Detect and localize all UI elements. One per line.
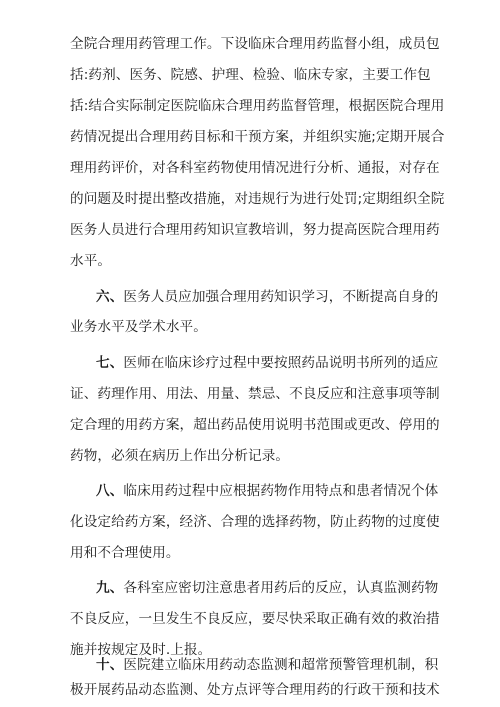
paragraph-text: 医院建立临床用药动态监测和超常预警管理机制，积 bbox=[123, 657, 439, 673]
paragraph-text: 临床用药过程中应根据药物作用特点和患者情况个体 bbox=[123, 483, 439, 499]
paragraph-line: 括:药剂、医务、院感、护理、检验、临床专家，主要工作包 bbox=[70, 67, 431, 83]
paragraph-line: 化设定给药方案，经济、合理的选择药物，防止药物的过度使 bbox=[70, 514, 440, 530]
section-number: 十、 bbox=[96, 657, 124, 673]
paragraph-line: 定合理的用药方案，超出药品使用说明书范围或更改、停用的 bbox=[70, 417, 440, 433]
paragraph-line: 的问题及时提出整改措施，对违规行为进行处罚;定期组织全院 bbox=[70, 191, 445, 207]
paragraph-line: 水平。 bbox=[70, 253, 112, 269]
paragraph-first-line bbox=[96, 283, 439, 311]
paragraph-line: 括:结合实际制定医院临床合理用药监督管理，根据医院合理用 bbox=[70, 98, 445, 114]
paragraph-first-line bbox=[96, 477, 439, 505]
paragraph-text: 各科室应密切注意患者用药后的反应，认真监测药物 bbox=[123, 580, 439, 596]
paragraph-line: 医务人员进行合理用药知识宣教培训，努力提高医院合理用药 bbox=[70, 222, 440, 238]
paragraph-text: 医务人员应加强合理用药知识学习，不断提高自身的 bbox=[123, 289, 439, 305]
paragraph-line: 施并按规定及时.上报。 bbox=[70, 642, 212, 658]
section-number: 六、 bbox=[96, 289, 124, 305]
paragraph-line: 理用药评价，对各科室药物使用情况进行分析、通报，对存在 bbox=[70, 160, 440, 176]
paragraph-first-line bbox=[96, 574, 439, 602]
paragraph-first-line bbox=[96, 651, 439, 679]
paragraph-line: 用和不合理使用。 bbox=[70, 545, 180, 561]
section-number: 九、 bbox=[96, 580, 124, 596]
paragraph-text: 医师在临床诊疗过程中要按照药品说明书所列的适应 bbox=[123, 355, 439, 371]
section-number: 八、 bbox=[96, 483, 124, 499]
paragraph-line: 药情况提出合理用药目标和干预方案，并组织实施;定期开展合 bbox=[70, 129, 445, 145]
paragraph-line: 极开展药品动态监测、处方点评等合理用药的行政干预和技术 bbox=[70, 682, 440, 698]
paragraph-first-line bbox=[96, 349, 439, 377]
section-number: 七、 bbox=[96, 355, 124, 371]
paragraph-line: 业务水平及学术水平。 bbox=[70, 319, 207, 335]
paragraph-line: 证、药理作用、用法、用量、禁忌、不良反应和注意事项等制 bbox=[70, 386, 440, 402]
paragraph-line: 全院合理用药管理工作。下设临床合理用药监督小组，成员包 bbox=[70, 36, 440, 52]
paragraph-line: 不良反应，一旦发生不良反应，要尽快采取正确有效的救治措 bbox=[70, 611, 440, 627]
paragraph-line: 药物，必须在病历上作出分析记录。 bbox=[70, 448, 290, 464]
